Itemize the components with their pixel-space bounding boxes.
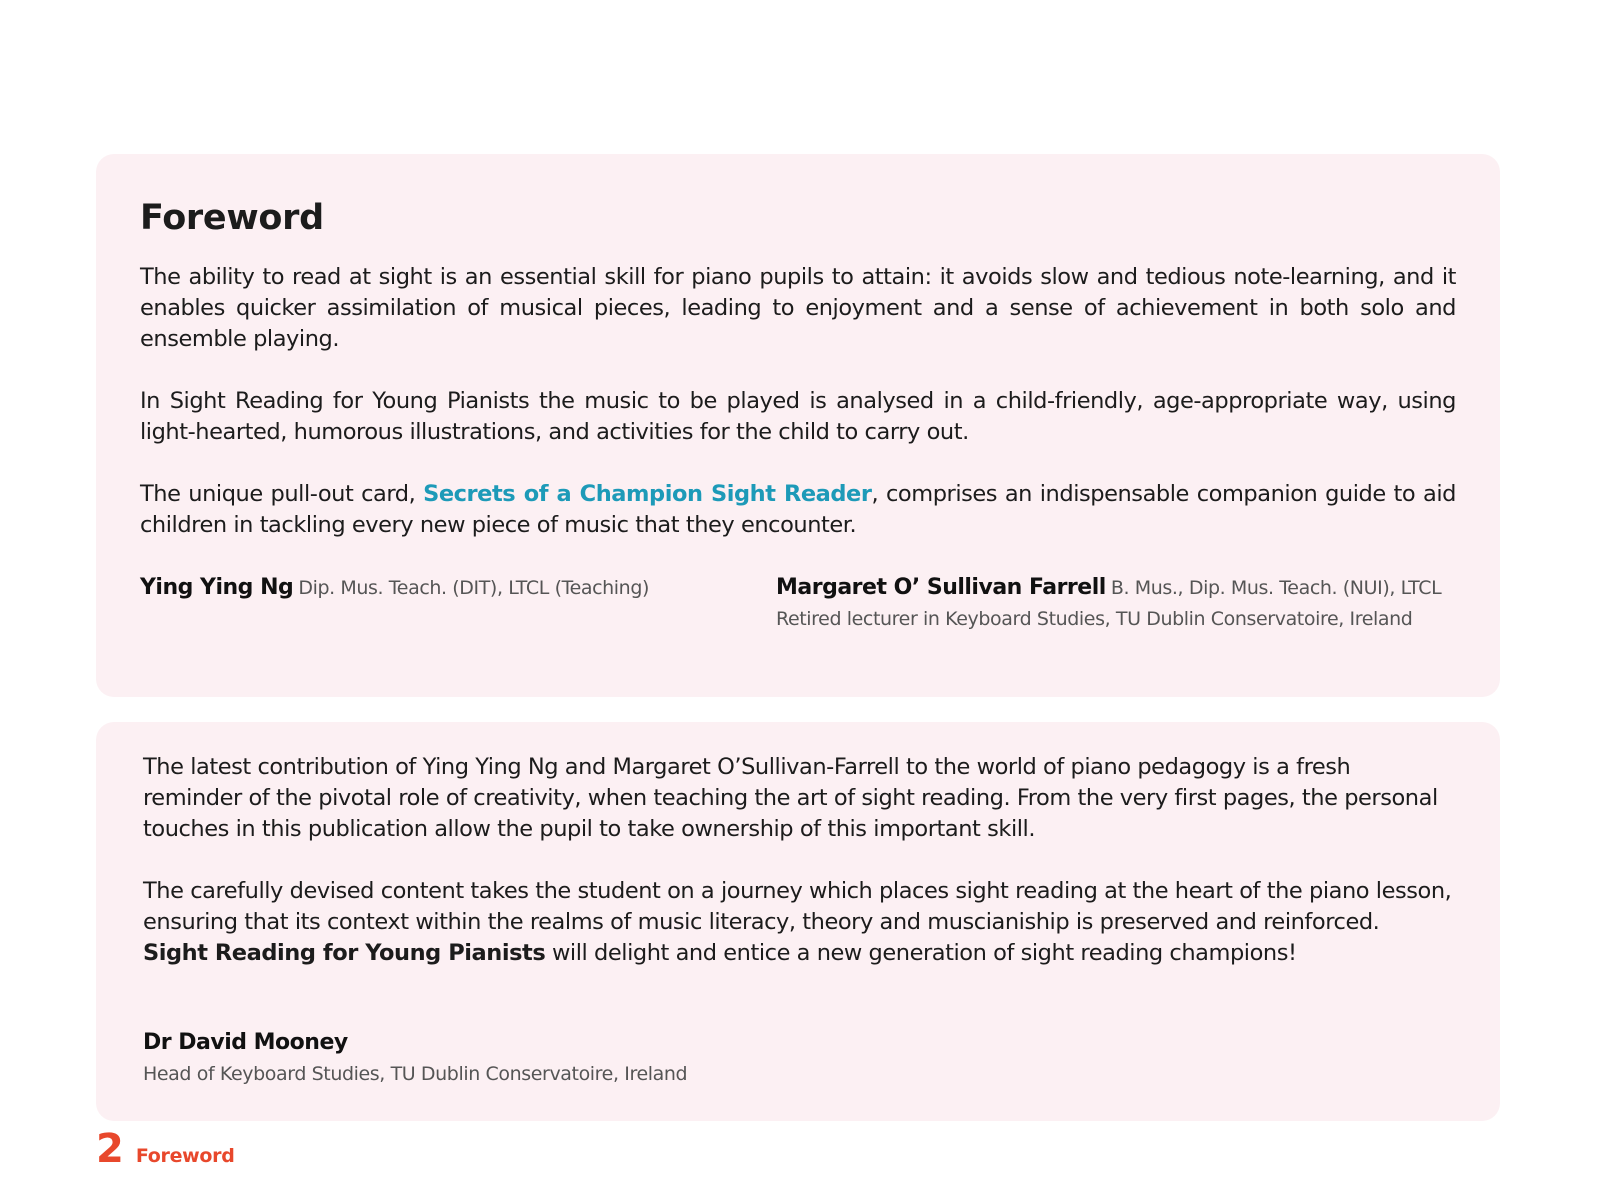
author-2-name: Margaret O’ Sullivan Farrell <box>776 575 1106 600</box>
signature-role: Head of Keyboard Studies, TU Dublin Conservatoire, Ireland <box>143 1063 688 1085</box>
foreword-paragraph-1: The ability to read at sight is an essential skill for piano pupils to attain: it avoids slow and tedious note-learning, and it enables quicker assimilation of musical pieces, leading to enjoyment and a sense of achievement in both solo and ensemble playing. <box>140 264 1456 352</box>
endorsement-signature <box>143 1027 1452 1090</box>
endorsement-paragraph-3 <box>143 938 1452 969</box>
foreword-paragraph-3 <box>140 479 1456 541</box>
foreword-paragraph-3-rest: , comprises an indispensable companion guide to aid children in tackling every new piece of music that they encounter. <box>140 481 1456 538</box>
page-number: 2 <box>96 1126 124 1172</box>
foreword-panel <box>96 154 1500 697</box>
book-title: Sight Reading for Young Pianists <box>143 940 546 966</box>
endorsement-paragraph-3-rest: will delight and entice a new generation of sight reading champions! <box>545 940 1297 966</box>
signature-name: Dr David Mooney <box>143 1030 348 1055</box>
author-margaret-osullivan-farrell <box>776 572 1441 635</box>
author-1-credentials: Dip. Mus. Teach. (DIT), LTCL (Teaching) <box>298 577 649 599</box>
pull-out-card-title: Secrets of a Champion Sight Reader <box>423 481 872 507</box>
foreword-paragraph-3-intro: The unique pull-out card, <box>140 481 424 507</box>
section-label: Foreword <box>135 1145 235 1167</box>
author-signatures <box>140 572 1456 642</box>
author-ying-ying-ng <box>140 572 649 604</box>
endorsement-paragraph-2: The carefully devised content takes the student on a journey which places sight reading at the heart of the piano lesson, ensuring that its context within the realms of music literacy, theory and muscianiship is preserved and reinforced. <box>143 878 1452 935</box>
foreword-paragraph-2: In Sight Reading for Young Pianists the music to be played is analysed in a child-friendly, age-appropriate way, using light-hearted, humorous illustrations, and activities for the child to carry out. <box>140 388 1456 445</box>
foreword-title: Foreword <box>140 198 324 238</box>
endorsement-panel <box>96 722 1500 1121</box>
author-2-credentials: B. Mus., Dip. Mus. Teach. (NUI), LTCL <box>1110 577 1442 599</box>
page-footer <box>96 1127 235 1171</box>
author-2-role: Retired lecturer in Keyboard Studies, TU Dublin Conservatoire, Ireland <box>776 608 1413 630</box>
author-1-name: Ying Ying Ng <box>140 575 294 600</box>
endorsement-paragraph-1: The latest contribution of Ying Ying Ng and Margaret O’Sullivan-Farrell to the world of piano pedagogy is a fresh reminder of the pivotal role of creativity, when teaching the art of sight reading. From the very first pages, the personal touches in this publication allow the pupil to take ownership of this important skill. <box>143 754 1438 842</box>
